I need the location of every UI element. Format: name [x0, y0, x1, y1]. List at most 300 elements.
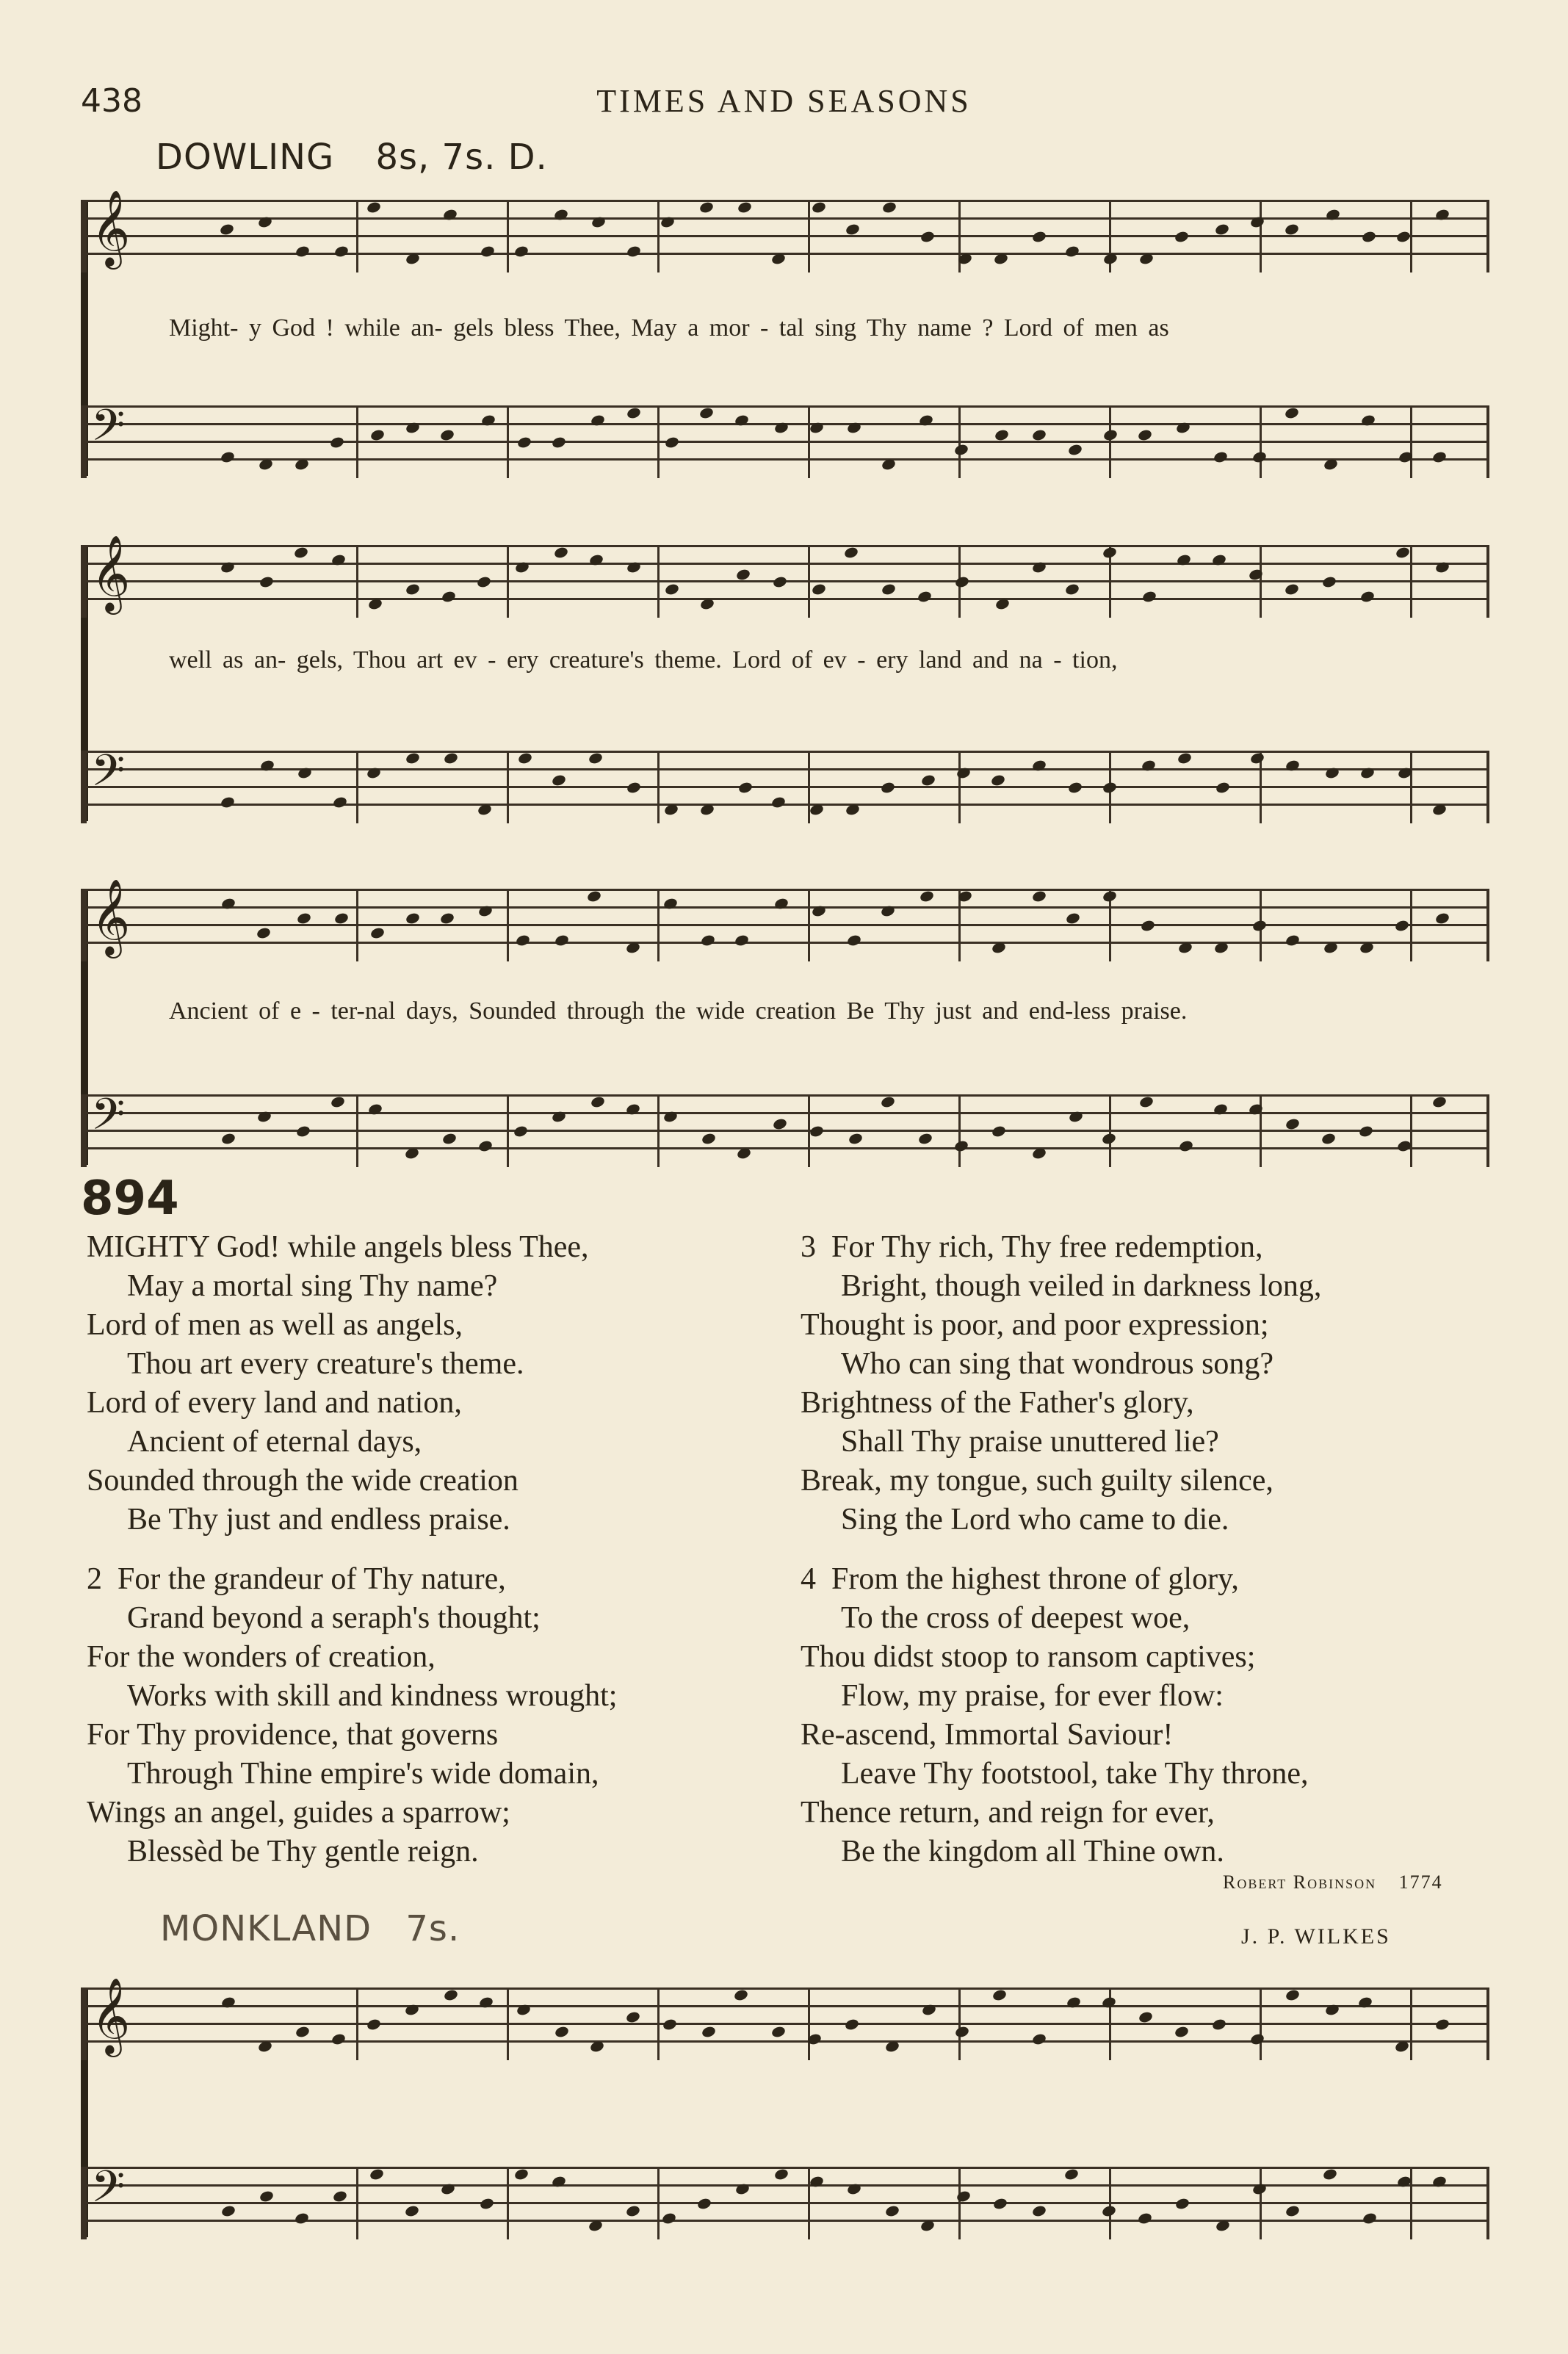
- barline: [808, 2167, 810, 2239]
- note-head: [699, 803, 715, 816]
- treble-clef-icon: 𝄞: [91, 535, 131, 612]
- note-head: [1101, 2204, 1116, 2217]
- note-head: [1031, 2032, 1047, 2046]
- bass-staff: [81, 2161, 1489, 2237]
- note-head: [404, 2204, 419, 2217]
- note-head: [440, 2182, 455, 2195]
- note-head: [701, 1132, 716, 1145]
- note-head: [1322, 2167, 1337, 2181]
- note-head: [954, 575, 969, 588]
- note-head: [662, 897, 678, 910]
- note-head: [881, 582, 896, 596]
- note-head: [443, 751, 458, 765]
- note-head: [1431, 803, 1447, 816]
- note-head: [293, 546, 308, 559]
- note-head: [662, 2018, 677, 2031]
- note-head: [1213, 450, 1228, 463]
- note-head: [772, 575, 787, 588]
- barline: [507, 1987, 509, 2060]
- note-head: [1031, 759, 1047, 772]
- note-head: [1137, 2212, 1152, 2225]
- note-head: [1177, 751, 1192, 765]
- note-head: [219, 223, 234, 236]
- note-head: [259, 759, 275, 772]
- note-head: [953, 1139, 969, 1152]
- note-head: [1321, 575, 1337, 588]
- note-head: [698, 201, 714, 214]
- note-head: [1362, 2212, 1377, 2225]
- note-head: [1215, 2219, 1230, 2232]
- note-head: [772, 1117, 787, 1130]
- note-head: [1068, 1110, 1083, 1123]
- note-head: [881, 201, 897, 214]
- barline: [356, 751, 358, 823]
- verse-3: [801, 1228, 1321, 1539]
- note-head: [366, 201, 381, 214]
- verse-line: Shall Thy praise unuttered lie?: [841, 1425, 1219, 1459]
- note-head: [1431, 450, 1447, 463]
- bass-staff: [81, 400, 1489, 476]
- note-head: [1249, 751, 1265, 765]
- verse-line: MIGHTY God! while angels bless Thee,: [87, 1230, 589, 1264]
- note-head: [625, 2204, 640, 2217]
- bass-staff: [81, 745, 1489, 821]
- barline: [356, 1094, 358, 1167]
- note-head: [443, 1988, 458, 2001]
- verse-line: Brightness of the Father's glory,: [801, 1386, 1194, 1420]
- barline: [1410, 1094, 1412, 1167]
- note-head: [476, 575, 491, 588]
- verse-1: [87, 1228, 589, 1539]
- note-head: [220, 1132, 236, 1145]
- treble-clef-icon: 𝄞: [91, 878, 131, 956]
- note-head: [590, 1095, 605, 1108]
- verse-line: For Thy providence, that governs: [87, 1718, 499, 1752]
- note-head: [770, 2025, 786, 2038]
- note-head: [220, 795, 235, 809]
- note-head: [1141, 759, 1156, 772]
- barline: [657, 200, 660, 272]
- note-head: [1251, 2182, 1267, 2195]
- note-head: [259, 2189, 274, 2203]
- note-head: [1358, 1124, 1373, 1138]
- note-head: [809, 1124, 824, 1138]
- note-head: [586, 889, 601, 903]
- barline: [507, 405, 509, 478]
- barline: [657, 751, 660, 823]
- barline: [808, 200, 810, 272]
- note-head: [625, 2010, 640, 2023]
- note-head: [1394, 2040, 1409, 2053]
- note-head: [625, 1102, 640, 1116]
- barline: [1410, 1987, 1412, 2060]
- note-head: [1361, 230, 1376, 243]
- note-head: [1431, 1095, 1447, 1108]
- note-head: [1102, 252, 1118, 265]
- note-head: [366, 2018, 381, 2031]
- note-head: [1177, 941, 1193, 954]
- note-head: [551, 2175, 566, 2188]
- barline: [507, 200, 509, 272]
- note-head: [590, 215, 606, 228]
- note-head: [1359, 590, 1375, 603]
- note-head: [1215, 781, 1230, 794]
- note-head: [1395, 546, 1410, 559]
- note-head: [773, 421, 789, 434]
- barline: [657, 889, 660, 961]
- note-head: [1031, 428, 1047, 441]
- barline: [808, 889, 810, 961]
- barline: [1260, 2167, 1262, 2239]
- note-head: [589, 2040, 604, 2053]
- note-head: [1178, 1139, 1193, 1152]
- note-head: [1102, 781, 1117, 794]
- note-head: [1213, 941, 1229, 954]
- verse-line: Thou art every creature's theme.: [127, 1347, 524, 1381]
- note-head: [848, 1132, 863, 1145]
- note-head: [920, 773, 936, 787]
- note-head: [880, 1095, 895, 1108]
- note-head: [442, 208, 458, 221]
- note-head: [1140, 919, 1155, 932]
- note-head: [367, 597, 383, 610]
- note-head: [588, 751, 603, 765]
- verse-line: From the highest throne of glory,: [831, 1562, 1239, 1596]
- note-head: [994, 597, 1010, 610]
- note-head: [1138, 2010, 1153, 2023]
- barline: [507, 751, 509, 823]
- note-head: [1064, 582, 1080, 596]
- note-head: [1031, 889, 1047, 903]
- note-head: [551, 773, 566, 787]
- note-head: [1323, 941, 1338, 954]
- note-head: [1285, 1117, 1300, 1130]
- barline: [958, 405, 961, 478]
- verse-line: Thou didst stoop to ransom captives;: [801, 1640, 1256, 1674]
- note-head: [369, 926, 385, 939]
- tune-2-name: [160, 1908, 460, 1949]
- note-head: [1137, 428, 1152, 441]
- note-head: [1434, 2018, 1450, 2031]
- note-head: [698, 406, 714, 419]
- lyric-line-2: well as an- gels, Thou art ev - ery creature's theme. Lord of ev - ery land and na - tion,: [169, 646, 1118, 674]
- barline: [507, 545, 509, 618]
- note-head: [990, 773, 1005, 787]
- note-head: [1320, 1132, 1336, 1145]
- note-head: [626, 245, 641, 258]
- note-head: [696, 2197, 712, 2210]
- note-head: [1066, 1996, 1081, 2009]
- note-head: [1285, 2204, 1300, 2217]
- note-head: [551, 1110, 566, 1123]
- note-head: [880, 904, 895, 917]
- note-head: [699, 597, 715, 610]
- barline: [356, 545, 358, 618]
- verse-line: To the cross of deepest woe,: [841, 1601, 1191, 1635]
- note-head: [516, 2003, 531, 2016]
- note-head: [479, 2197, 494, 2210]
- barline: [356, 2167, 358, 2239]
- note-head: [366, 766, 381, 779]
- note-head: [1174, 230, 1189, 243]
- verse-line: Grand beyond a seraph's thought;: [127, 1601, 541, 1635]
- note-head: [1284, 406, 1299, 419]
- note-head: [773, 2167, 789, 2181]
- note-head: [1324, 766, 1340, 779]
- note-head: [554, 2025, 569, 2038]
- treble-clef-icon: 𝄞: [91, 189, 131, 267]
- note-head: [329, 436, 344, 449]
- barline: [1410, 200, 1412, 272]
- note-head: [1359, 766, 1375, 779]
- note-head: [257, 2040, 272, 2053]
- note-head: [441, 1132, 457, 1145]
- note-head: [1211, 553, 1226, 566]
- note-head: [220, 560, 235, 574]
- note-head: [1284, 582, 1299, 596]
- verse-number: 2: [87, 1562, 102, 1596]
- barline: [356, 405, 358, 478]
- note-head: [1064, 245, 1080, 258]
- note-head: [735, 568, 751, 581]
- note-head: [330, 2032, 346, 2046]
- note-head: [920, 2219, 935, 2232]
- note-head: [1211, 2018, 1226, 2031]
- note-head: [404, 1147, 419, 1160]
- note-head: [846, 421, 861, 434]
- note-head: [1394, 919, 1409, 932]
- note-head: [1138, 1095, 1154, 1108]
- running-title: TIMES AND SEASONS: [596, 83, 972, 119]
- page-number: 438: [81, 82, 142, 120]
- note-head: [846, 934, 861, 947]
- note-head: [919, 889, 934, 903]
- verse-line: Break, my tongue, such guilty silence,: [801, 1464, 1273, 1498]
- verse-line: Be Thy just and endless praise.: [127, 1503, 510, 1537]
- author-name: Robert Robinson: [1223, 1871, 1377, 1893]
- treble-clef-icon: 𝄞: [91, 1977, 131, 2054]
- note-head: [1102, 546, 1117, 559]
- note-head: [1101, 1996, 1116, 2009]
- note-head: [256, 926, 271, 939]
- verse-number: 3: [801, 1230, 816, 1264]
- note-head: [513, 2167, 529, 2181]
- note-head: [369, 2167, 384, 2181]
- note-head: [553, 546, 568, 559]
- tune-meter: 8s, 7s. D.: [375, 137, 548, 178]
- verse-2: [87, 1560, 617, 1871]
- verse-line: Thence return, and reign for ever,: [801, 1796, 1215, 1830]
- barline: [356, 1987, 358, 2060]
- note-head: [480, 414, 496, 427]
- note-head: [257, 215, 272, 228]
- note-head: [477, 904, 493, 917]
- note-head: [845, 223, 860, 236]
- note-head: [1434, 911, 1450, 925]
- note-head: [405, 252, 420, 265]
- note-head: [1174, 2197, 1190, 2210]
- note-head: [258, 458, 273, 471]
- note-head: [809, 803, 824, 816]
- note-head: [590, 414, 605, 427]
- note-head: [626, 560, 641, 574]
- verse-4: [801, 1560, 1308, 1871]
- note-head: [843, 546, 859, 559]
- note-head: [880, 781, 895, 794]
- note-head: [333, 245, 349, 258]
- lyric-line-3: Ancient of e - ter-nal days, Sounded through the wide creation Be Thy just and end-less praise.: [169, 997, 1188, 1025]
- note-head: [733, 1988, 748, 2001]
- note-head: [477, 1139, 493, 1152]
- note-head: [953, 443, 969, 456]
- bass-clef-icon: 𝄢: [91, 2161, 126, 2223]
- note-head: [991, 1988, 1007, 2001]
- barline: [1410, 889, 1412, 961]
- note-head: [1031, 230, 1047, 243]
- note-head: [333, 911, 349, 925]
- note-head: [330, 1095, 345, 1108]
- verse-line: Lord of men as well as angels,: [87, 1308, 463, 1342]
- note-head: [405, 582, 420, 596]
- verse-line: For the grandeur of Thy nature,: [118, 1562, 506, 1596]
- note-head: [296, 911, 311, 925]
- note-head: [811, 201, 826, 214]
- note-head: [1031, 1147, 1047, 1160]
- verse-line: Sing the Lord who came to die.: [841, 1503, 1229, 1537]
- note-head: [845, 803, 860, 816]
- treble-staff: [81, 878, 1489, 959]
- barline: [958, 1987, 961, 2060]
- note-head: [332, 795, 347, 809]
- note-head: [588, 2219, 603, 2232]
- note-head: [515, 934, 530, 947]
- note-head: [1325, 208, 1340, 221]
- note-head: [367, 1102, 383, 1116]
- composer: J. P. WILKES: [1241, 1924, 1391, 1949]
- note-head: [517, 751, 532, 765]
- note-head: [1395, 230, 1411, 243]
- verse-number: 4: [801, 1562, 816, 1596]
- note-head: [220, 897, 236, 910]
- note-head: [701, 2025, 716, 2038]
- note-head: [1067, 781, 1083, 794]
- verse-line: Leave Thy footstool, take Thy throne,: [841, 1757, 1309, 1791]
- note-head: [294, 2212, 309, 2225]
- note-head: [811, 904, 826, 917]
- note-head: [773, 897, 789, 910]
- note-head: [405, 421, 420, 434]
- barline: [507, 2167, 509, 2239]
- note-head: [884, 2040, 900, 2053]
- tune-meter: 7s.: [405, 1908, 460, 1949]
- note-head: [992, 2197, 1008, 2210]
- attribution: [1223, 1871, 1443, 1893]
- verse-line: Sounded through the wide creation: [87, 1464, 519, 1498]
- verse-line: Lord of every land and nation,: [87, 1386, 462, 1420]
- note-head: [405, 751, 420, 765]
- note-head: [405, 911, 420, 925]
- barline: [1260, 545, 1262, 618]
- verse-line: Be the kingdom all Thine own.: [841, 1835, 1224, 1869]
- note-head: [921, 2003, 936, 2016]
- barline: [808, 1987, 810, 2060]
- note-head: [811, 582, 826, 596]
- note-head: [297, 766, 312, 779]
- note-head: [734, 414, 749, 427]
- note-head: [439, 911, 455, 925]
- note-head: [514, 560, 530, 574]
- note-head: [884, 2204, 900, 2217]
- note-head: [1141, 590, 1157, 603]
- note-head: [259, 575, 274, 588]
- note-head: [441, 590, 456, 603]
- note-head: [1174, 2025, 1189, 2038]
- bass-clef-icon: 𝄢: [91, 745, 126, 806]
- verse-line: Blessèd be Thy gentle reign.: [127, 1835, 479, 1869]
- note-head: [1065, 911, 1080, 925]
- note-head: [625, 941, 640, 954]
- note-head: [220, 2204, 236, 2217]
- note-head: [770, 252, 786, 265]
- verse-line: For the wonders of creation,: [87, 1640, 436, 1674]
- verse-line: Bright, though veiled in darkness long,: [841, 1269, 1322, 1303]
- barline: [958, 2167, 961, 2239]
- note-head: [737, 781, 753, 794]
- barline: [1410, 2167, 1412, 2239]
- barline: [657, 545, 660, 618]
- note-head: [737, 201, 752, 214]
- verse-line: Works with skill and kindness wrought;: [127, 1679, 618, 1713]
- note-head: [1067, 443, 1083, 456]
- note-head: [1031, 2204, 1047, 2217]
- note-head: [917, 1132, 933, 1145]
- note-head: [734, 934, 749, 947]
- note-head: [1138, 252, 1154, 265]
- hymn-number: 894: [81, 1171, 179, 1226]
- bass-staff: [81, 1088, 1489, 1165]
- barline: [808, 545, 810, 618]
- barline: [1410, 405, 1412, 478]
- verse-line: Wings an angel, guides a sparrow;: [87, 1796, 510, 1830]
- barline: [1109, 1094, 1111, 1167]
- note-head: [332, 2189, 347, 2203]
- barline: [1109, 2167, 1111, 2239]
- note-head: [1031, 560, 1047, 574]
- note-head: [736, 1147, 751, 1160]
- note-head: [664, 582, 679, 596]
- barline: [507, 889, 509, 961]
- note-head: [626, 781, 641, 794]
- note-head: [770, 795, 786, 809]
- note-head: [1251, 919, 1267, 932]
- verse-line: Re-ascend, Immortal Saviour!: [801, 1718, 1174, 1752]
- note-head: [330, 553, 346, 566]
- note-head: [663, 803, 679, 816]
- note-head: [1251, 450, 1267, 463]
- note-head: [993, 252, 1008, 265]
- tune-title: MONKLAND: [160, 1908, 372, 1949]
- barline: [1260, 1987, 1262, 2060]
- barline: [808, 751, 810, 823]
- verse-line: For Thy rich, Thy free redemption,: [831, 1230, 1263, 1264]
- verse-line: Through Thine empire's wide domain,: [127, 1757, 599, 1791]
- barline: [958, 1094, 961, 1167]
- barline: [657, 1987, 660, 2060]
- note-head: [846, 2182, 861, 2195]
- treble-staff: [81, 535, 1489, 615]
- note-head: [1249, 215, 1265, 228]
- barline: [1260, 405, 1262, 478]
